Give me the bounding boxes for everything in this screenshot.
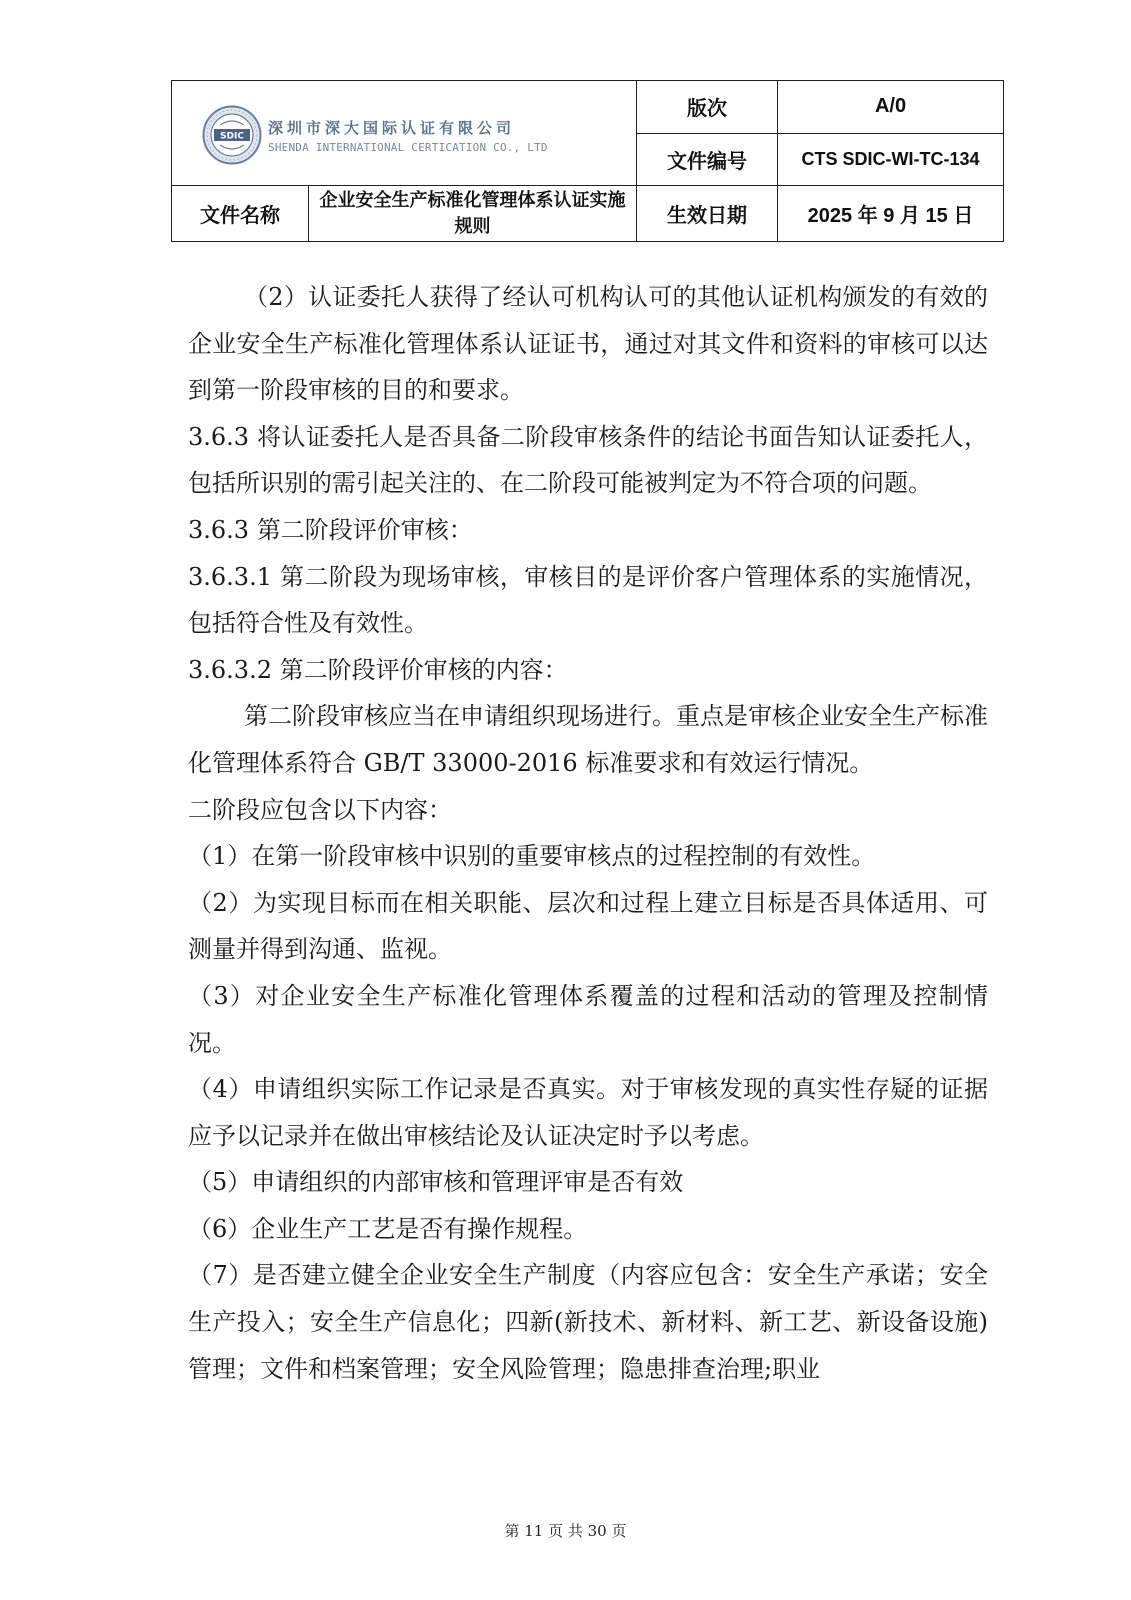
paragraph: 3.6.3.1 第二阶段为现场审核，审核目的是评价客户管理体系的实施情况，包括符合性及有效性。 [188, 562, 988, 638]
section-heading: 3.6.3.2 第二阶段评价审核的内容： [188, 655, 568, 684]
doc-number-value: CTS SDIC-WI-TC-134 [778, 133, 1004, 186]
list-item: （2）为实现目标而在相关职能、层次和过程上建立目标是否具体适用、可测量并得到沟通、监视。 [188, 888, 988, 964]
list-item: （1）在第一阶段审核中识别的重要审核点的过程控制的有效性。 [188, 842, 876, 871]
company-seal-icon [202, 105, 262, 165]
list-item: （5）申请组织的内部审核和管理评审是否有效 [188, 1168, 684, 1197]
edition-value: A/0 [778, 81, 1004, 134]
effective-date-label: 生效日期 [637, 186, 778, 242]
section-heading: 3.6.3 第二阶段评价审核： [188, 515, 473, 544]
paragraph: （2）认证委托人获得了经认可机构认可的其他认证机构颁发的有效的企业安全生产标准化管理体系认证证书，通过对其文件和资料的审核可以达到第一阶段审核的目的和要求。 [188, 283, 988, 405]
effective-date-value: 2025 年 9 月 15 日 [778, 186, 1004, 242]
list-item: （4）申请组织实际工作记录是否真实。对于审核发现的真实性存疑的证据应予以记录并在做出审核结论及认证决定时予以考虑。 [188, 1075, 988, 1150]
paragraph: 3.6.3 将认证委托人是否具备二阶段审核条件的结论书面告知认证委托人，包括所识别的需引起关注的、在二阶段可能被判定为不符合项的问题。 [188, 422, 988, 498]
company-name-cn: 深圳市深大国际认证有限公司 [268, 119, 516, 137]
company-name-en: SHENDA INTERNATIONAL CERTICATION CO., LTD [268, 141, 548, 154]
document-body [188, 274, 988, 1392]
list-item: （3）对企业安全生产标准化管理体系覆盖的过程和活动的管理及控制情况。 [188, 981, 988, 1057]
paragraph: 第二阶段审核应当在申请组织现场进行。重点是审核企业安全生产标准化管理体系符合 GB/T 33000-2016 标准要求和有效运行情况。 [188, 702, 988, 777]
seal-logo-text: SDIC [220, 131, 244, 142]
list-item: （6）企业生产工艺是否有操作规程。 [188, 1214, 588, 1243]
doc-number-label: 文件编号 [637, 133, 778, 186]
company-logo-cell [172, 81, 637, 186]
list-item: （7）是否建立健全企业安全生产制度（内容应包含：安全生产承诺；安全生产投入；安全生产信息化；四新(新技术、新材料、新工艺、新设备设施)管理；文件和档案管理；安全风险管理；隐患排查治理;职业 [188, 1261, 988, 1383]
paragraph: 二阶段应包含以下内容： [188, 795, 452, 824]
edition-label: 版次 [637, 81, 778, 134]
document-header-table [171, 80, 1004, 242]
doc-name-value: 企业安全生产标准化管理体系认证实施规则 [309, 186, 637, 242]
doc-name-label: 文件名称 [172, 186, 309, 242]
page-number-footer: 第 11 页 共 30 页 [504, 1522, 627, 1540]
